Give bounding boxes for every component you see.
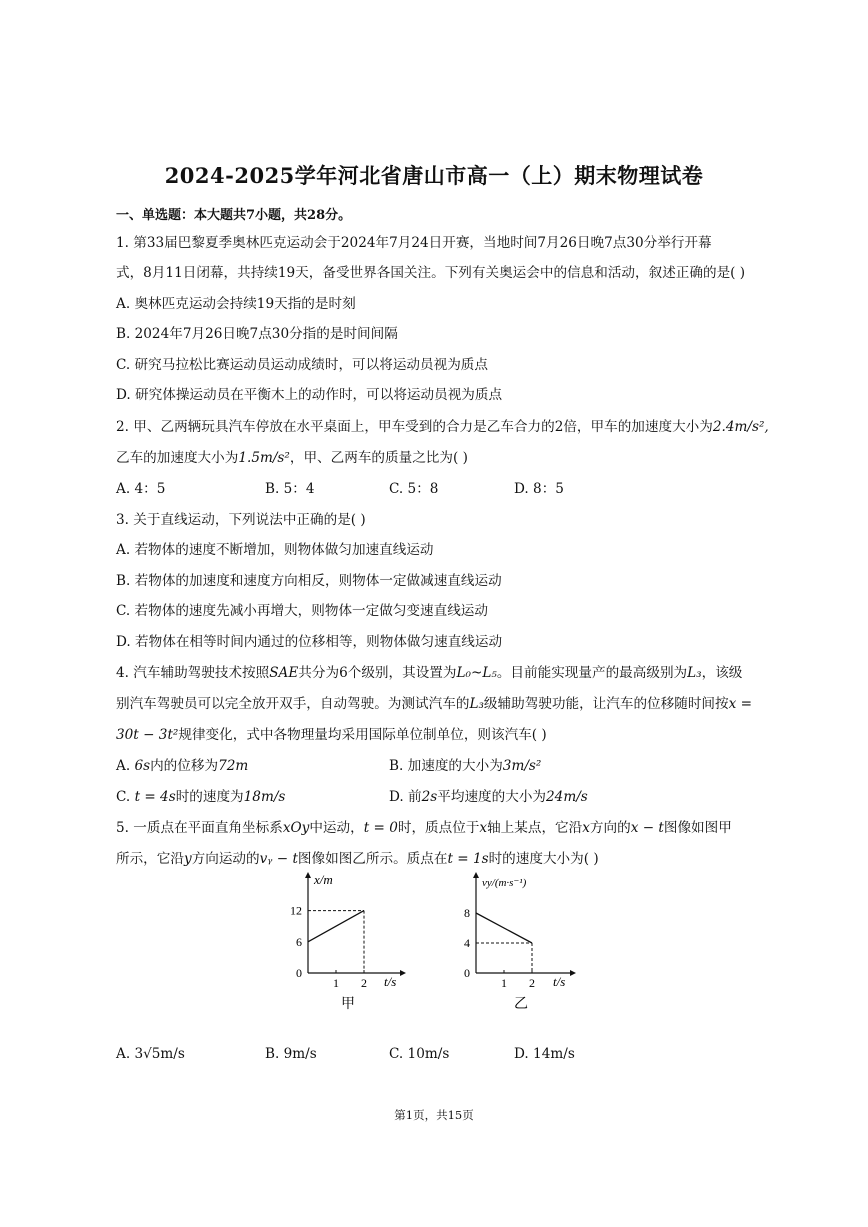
chart0-caption: 甲: [341, 997, 355, 1012]
y-axis-arrow: [473, 872, 479, 878]
section-heading: 一、单选题：本大题共7小题，共28分。: [116, 208, 352, 223]
q1-option-d: D. 研究体操运动员在平衡木上的动作时，可以将运动员视为质点: [116, 387, 503, 403]
q4-option-b: B. 加速度的大小为3m/s²: [389, 758, 542, 774]
q2-accel-a: 2.4m/s²,: [712, 419, 769, 435]
chart1-caption: 乙: [514, 997, 528, 1012]
chart0-ylabel: x/m: [314, 872, 333, 887]
q3-option-d: D. 若物体在相等时间内通过的位移相等，则物体做匀速直线运动: [116, 634, 503, 650]
y-axis-arrow: [305, 872, 311, 878]
q2-stem-line1: 2. 甲、乙两辆玩具汽车停放在水平桌面上，甲车受到的合力是乙车合力的2倍，甲车的加速度大小为2.4m/s²,: [116, 419, 769, 435]
x-tick-label: 1: [501, 976, 507, 990]
q4-option-c: C. t = 4s时的速度为18m/s: [116, 789, 286, 805]
series-line: [476, 913, 532, 943]
q2-option-b: B. 5：4: [265, 481, 315, 497]
q1-option-c: C. 研究马拉松比赛运动员运动成绩时，可以将运动员视为质点: [116, 357, 488, 373]
q2-option-a: A. 4：5: [116, 481, 166, 497]
q1-stem-line2: 式，8月11日闭幕，共持续19天，备受世界各国关注。下列有关奥运会中的信息和活动，叙述正确的是( ): [116, 265, 746, 281]
vy-t-graph: [448, 870, 588, 1020]
y-tick-label: 12: [290, 903, 302, 918]
q2-option-c: C. 5：8: [389, 481, 439, 497]
q4-option-a: A. 6s内的位移为72m: [116, 758, 249, 774]
chart1-ylabel: vy/(m·s⁻¹): [482, 877, 527, 889]
y-tick-label: 4: [464, 936, 470, 950]
x-t-graph: [282, 870, 412, 1020]
q2-option-d: D. 8：5: [514, 481, 564, 497]
q3-option-a: A. 若物体的速度不断增加，则物体做匀加速直线运动: [116, 542, 434, 558]
x-tick-label: 2: [361, 976, 367, 990]
y-tick-label: 0: [464, 966, 470, 980]
q4-stem-line1: 4. 汽车辅助驾驶技术按照SAE共分为6个级别，其设置为L₀~L₅。目前能实现量产的最高级别为L₃，该级: [116, 665, 743, 681]
q1-stem-line1: 1. 第33届巴黎夏季奥林匹克运动会于2024年7月24日开赛，当地时间7月26日晚7点30分举行开幕: [116, 235, 712, 251]
q4-option-d: D. 前2s平均速度的大小为24m/s: [389, 789, 588, 805]
series-line: [308, 911, 364, 942]
q5-option-d: D. 14m/s: [514, 1046, 575, 1062]
page-footer: 第1页，共15页: [394, 1108, 474, 1122]
x-axis-arrow: [400, 970, 406, 976]
q5-stem-line2: 所示，它沿y方向运动的vᵧ − t图像如图乙所示。质点在t = 1s时的速度大小为( ): [116, 851, 599, 867]
q3-option-b: B. 若物体的加速度和速度方向相反，则物体一定做减速直线运动: [116, 573, 502, 589]
q4-stem-line3: 30t − 3t²规律变化，式中各物理量均采用国际单位制单位，则该汽车( ): [116, 727, 547, 743]
q3-option-c: C. 若物体的速度先减小再增大，则物体一定做匀变速直线运动: [116, 603, 488, 619]
chart0-xlabel: t/s: [384, 974, 397, 989]
q1-option-b: B. 2024年7月26日晚7点30分指的是时间间隔: [116, 326, 398, 342]
q5-option-c: C. 10m/s: [389, 1046, 450, 1062]
x-axis-arrow: [570, 970, 576, 976]
q3-stem: 3. 关于直线运动，下列说法中正确的是( ): [116, 512, 366, 528]
q5-option-b: B. 9m/s: [265, 1046, 317, 1062]
x-tick-label: 2: [529, 976, 535, 990]
q5-stem-line1: 5. 一质点在平面直角坐标系xOy中运动，t = 0时，质点位于x轴上某点，它沿x方向的x − t图像如图甲: [116, 820, 732, 836]
chart1-xlabel: t/s: [553, 974, 566, 989]
q2-accel-b: 1.5m/s²: [238, 450, 290, 466]
x-tick-label: 1: [333, 976, 339, 990]
y-tick-label: 6: [296, 934, 302, 949]
y-tick-label: 8: [464, 906, 470, 920]
page-title: 2024-2025学年河北省唐山市高一（上）期末物理试卷: [164, 163, 704, 188]
q5-option-a: A. 3√5m/s: [116, 1046, 185, 1062]
y-tick-label: 0: [296, 966, 302, 980]
q1-option-a: A. 奥林匹克运动会持续19天指的是时刻: [116, 296, 356, 312]
q2-stem-line2: 乙车的加速度大小为1.5m/s²，甲、乙两车的质量之比为( ): [116, 450, 468, 466]
q4-stem-line2: 别汽车驾驶员可以完全放开双手，自动驾驶。为测试汽车的L₃级辅助驾驶功能，让汽车的位移随时间按x =: [116, 696, 752, 712]
